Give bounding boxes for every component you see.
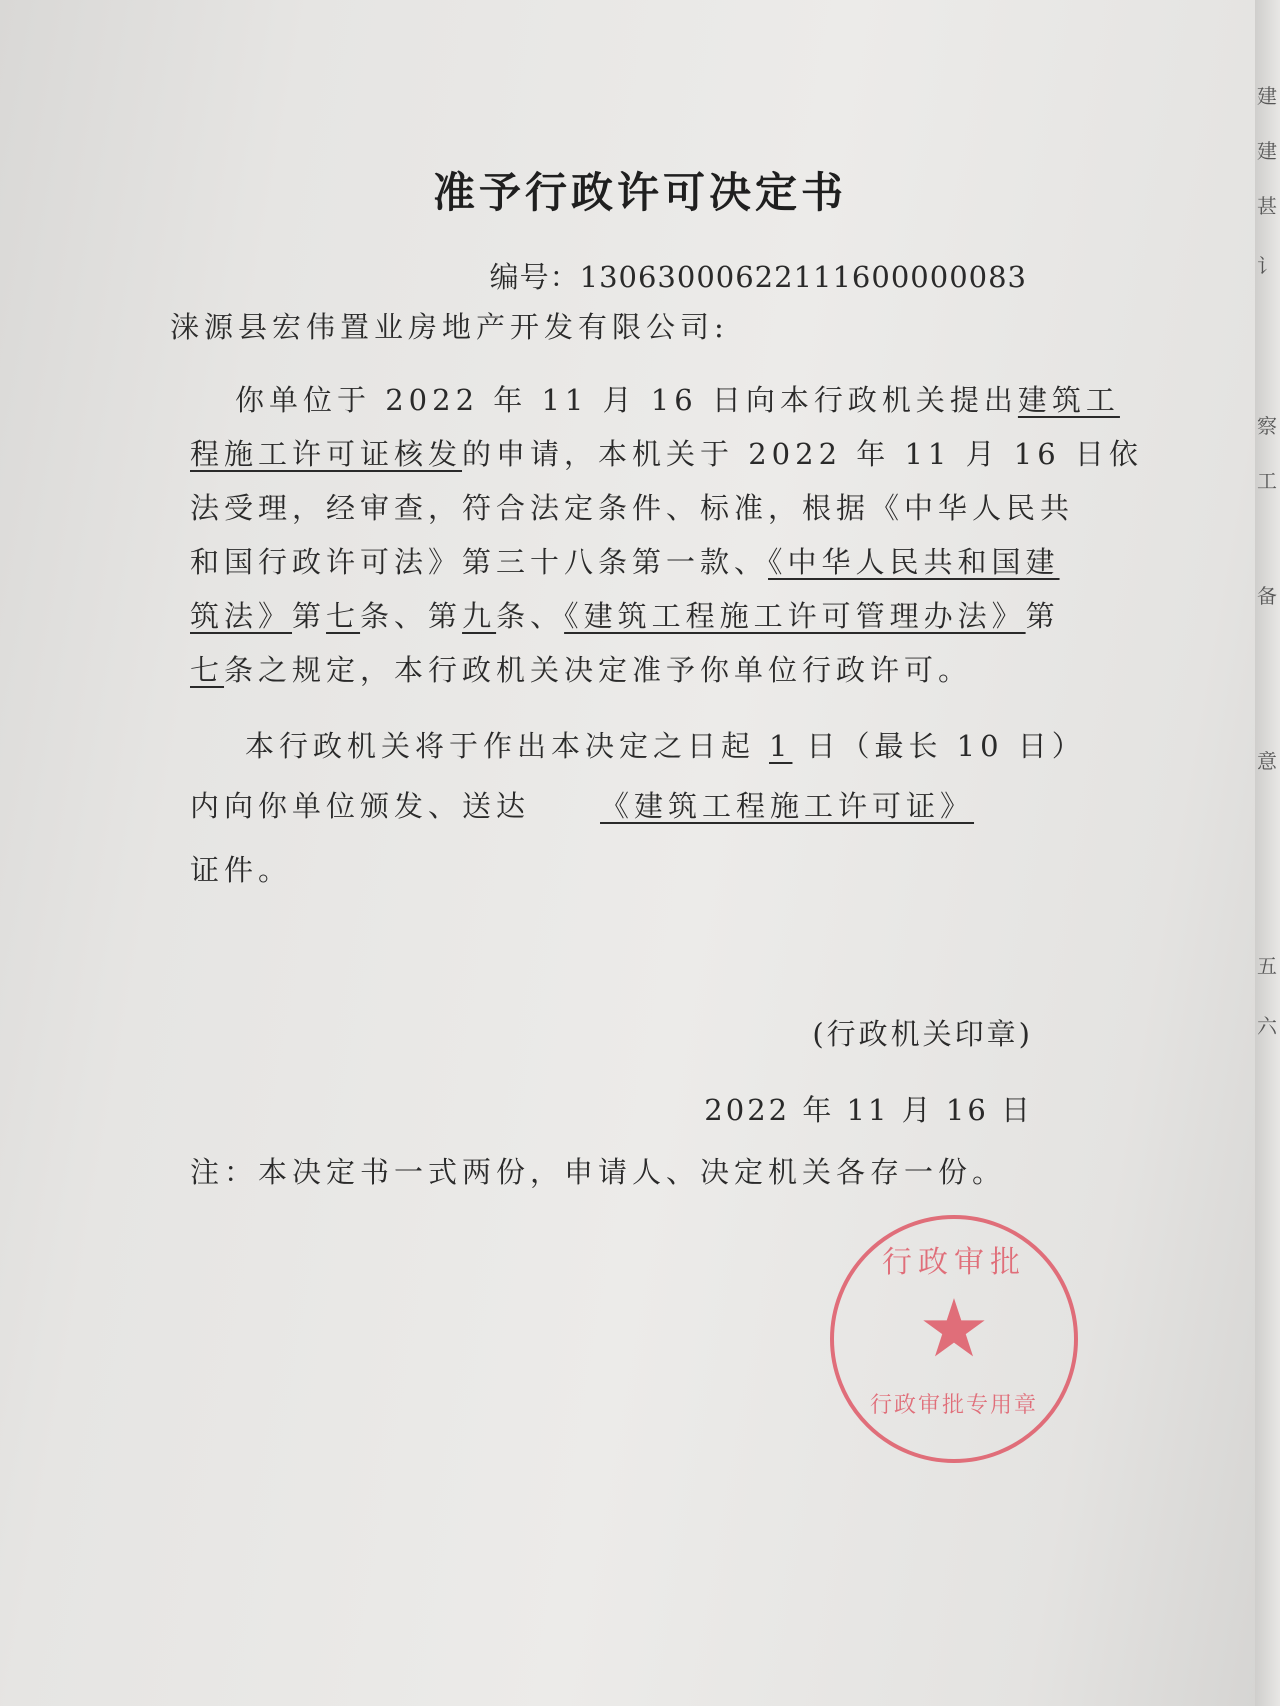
body-line [235,378,1120,419]
fragment: 六 [1257,1014,1277,1038]
seal-bottom-text: 行政审批专用章 [869,1393,1038,1418]
number-label: 编号： [489,260,580,294]
fragment: 五 [1257,954,1277,978]
underlined-text: 筑法》 [190,599,293,633]
underlined-text: 建筑工 [1017,383,1120,417]
seal-label: (行政机关印章) [812,1017,1033,1051]
fragment: 甚 [1257,194,1277,218]
number-value: 13063000622111600000083 [579,260,1027,294]
document-date: 2022 年 11 月 16 日 [704,1093,1033,1127]
text: 的申请，本机关于 2022 年 11 月 16 日依 [462,437,1143,471]
addressee: 涞源县宏伟置业房地产开发有限公司: [170,310,729,344]
star-icon: ★ [918,1282,990,1375]
adjacent-page-edge [1255,0,1280,1706]
underlined-text: 《中华人民共和国建 [768,545,1060,579]
fragment: 建 [1257,139,1277,163]
body-line [190,594,1060,635]
body-line: 法受理，经审查，符合法定条件、标准，根据《中华人民共 [190,491,1075,525]
document-title: 准予行政许可决定书 [432,168,847,217]
underlined-text: 《建筑工程施工许可证》 [600,789,975,823]
official-seal [830,1215,1078,1463]
fragment: 建 [1257,84,1277,108]
text: 本行政机关将于作出本决定之日起 [245,729,756,763]
body-line [190,540,1060,581]
body-line [190,432,1143,473]
fragment: 备 [1257,584,1277,608]
underlined-text: 七 [326,599,361,633]
text: 条之规定，本行政机关决定准予你单位行政许可。 [224,653,973,687]
fragment: 讠 [1257,254,1277,278]
underlined-text: 《建筑工程施工许可管理办法》 [564,599,1026,633]
text: 和国行政许可法》第三十八条第一款、 [190,545,769,579]
text: 第 [1025,599,1060,633]
fragment: 察 [1257,414,1277,438]
body-line [245,724,1086,765]
underlined-text: 九 [462,599,497,633]
underlined-text: 七 [190,653,225,687]
fragment: 工 [1257,469,1277,493]
text: 内向你单位颁发、送达 [190,789,531,823]
body-line: 证件。 [190,853,293,887]
footnote: 注：本决定书一式两份，申请人、决定机关各存一份。 [190,1155,1007,1189]
text: 条、第 [360,599,463,633]
text: 日（最长 10 日） [806,729,1086,763]
text: 你单位于 2022 年 11 月 16 日向本行政机关提出 [235,383,1018,417]
fragment: 意 [1257,749,1277,773]
text: 第 [292,599,327,633]
body-line [190,784,994,825]
underlined-text: 程施工许可证核发 [190,437,463,471]
underlined-text: 1 [769,729,793,763]
body-line [190,648,972,689]
seal-top-text: 行政审批 [882,1245,1026,1280]
text: 条、 [496,599,565,633]
document-number [490,255,1027,296]
